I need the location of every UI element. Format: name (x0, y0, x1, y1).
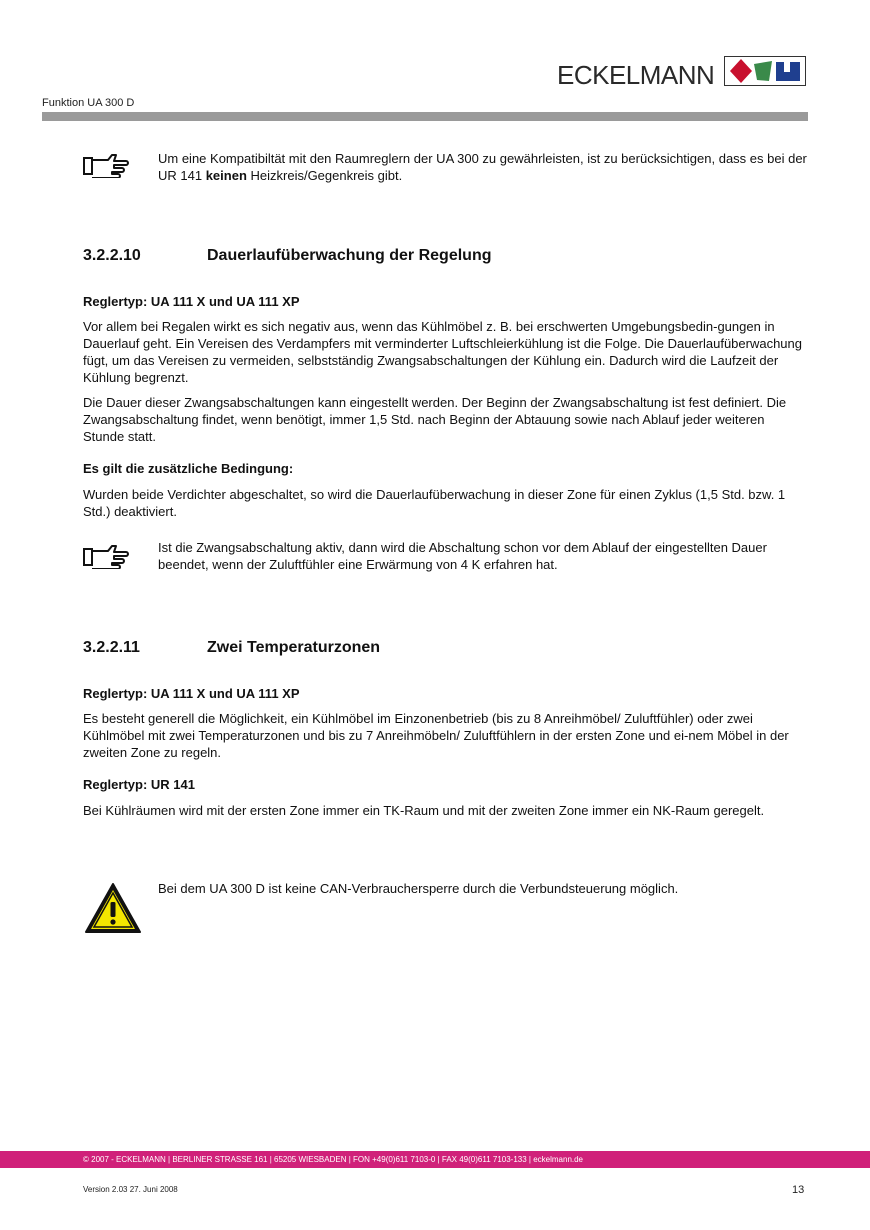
subheading-condition: Es gilt die zusätzliche Bedingung: (83, 461, 294, 476)
note-text-bold: keinen (205, 168, 247, 183)
section-heading-temperaturzonen (83, 639, 380, 657)
paragraph: Die Dauer dieser Zwangsabschaltungen kann eingestellt werden. Der Beginn der Zwangsabschaltung ist fest definiert. Die Zwangsabschaltung findet, wenn benötigt, immer 1,5 Std. nach Beginn der Abtauung sowie nach Ablauf jeder weiteren Stunde statt. (83, 395, 787, 444)
subheading-reglertyp: Reglertyp: UA 111 X und UA 111 XP (83, 294, 300, 309)
note-text-after: Heizkreis/Gegenkreis gibt. (246, 168, 403, 183)
note-compatibility (158, 150, 808, 184)
company-logo-text: ECKELMANN (557, 60, 715, 90)
paragraph: Es besteht generell die Möglichkeit, ein Kühlmöbel im Einzonenbetrieb (bis zu 8 Anreihmöbel/ Zuluftfühler) oder zwei Kühlmöbel mit zwei Temperaturzonen und bis zu 7 Anreihmöbeln/ Zuluftfühlern in der ersten Zone und ei-nem Möbel in der zweiten Zone zu regeln. (83, 711, 789, 760)
warning-text: Bei dem UA 300 D ist keine CAN-Verbrauchersperre durch die Verbundsteuerung möglich. (158, 881, 679, 896)
section-heading-dauerlauf (83, 247, 491, 265)
section-title: Zwei Temperaturzonen (207, 639, 381, 656)
footer-address: © 2007 - ECKELMANN | BERLINER STRASSE 161 | 65205 WIESBADEN | FON +49(0)611 7103-0 | FAX 49(0)611 7103-133 | eckelmann.de (83, 1155, 584, 1164)
section-number: 3.2.2.10 (83, 247, 141, 264)
section-number: 3.2.2.11 (83, 639, 140, 656)
paragraph: Wurden beide Verdichter abgeschaltet, so wird die Dauerlaufüberwachung in dieser Zone für einen Zyklus (1,5 Std. bzw. 1 Std.) deaktiviert. (83, 487, 786, 519)
section-title: Dauerlaufüberwachung der Regelung (207, 247, 492, 264)
subheading-reglertyp-ur: Reglertyp: UR 141 (83, 777, 195, 792)
running-head: Funktion UA 300 D (42, 97, 135, 109)
paragraph: Bei Kühlräumen wird mit der ersten Zone immer ein TK-Raum und mit der zweiten Zone immer ein NK-Raum geregelt. (83, 803, 765, 818)
pointing-hand-icon (82, 541, 130, 569)
pointing-hand-icon (82, 150, 130, 178)
subheading-reglertyp: Reglertyp: UA 111 X und UA 111 XP (83, 686, 300, 701)
version-info: Version 2.03 27. Juni 2008 (83, 1185, 178, 1194)
note-text-before: Um eine Kompatibiltät mit den Raumreglern der UA 300 zu gewährleisten, ist zu berücksichtigen, dass es bei der UR 141 (158, 151, 807, 183)
page-number: 13 (792, 1184, 805, 1196)
header-rule (42, 112, 808, 121)
paragraph: Vor allem bei Regalen wirkt es sich negativ aus, wenn das Kühlmöbel z. B. bei erschwerten Umgebungsbedin-gungen in Dauerlauf geht. Ein Vereisen des Verdampfers mit verminderter Luftschleierkühlung ist die Folge. Die Dauerlaufüberwachung fügt, um das Vereisen zu vermeiden, selbstständig Zwangsabschaltungen der Kühlung ein. Dadurch wird die Laufzeit der Kühlung begrenzt. (83, 319, 802, 385)
company-logo-icon (724, 56, 806, 86)
warning-triangle-icon (84, 882, 142, 934)
note-abschaltung: Ist die Zwangsabschaltung aktiv, dann wird die Abschaltung schon vor dem Ablauf der eingestellten Dauer beendet, wenn der Zuluftfühler eine Erwärmung von 4 K erfahren hat. (158, 540, 767, 572)
